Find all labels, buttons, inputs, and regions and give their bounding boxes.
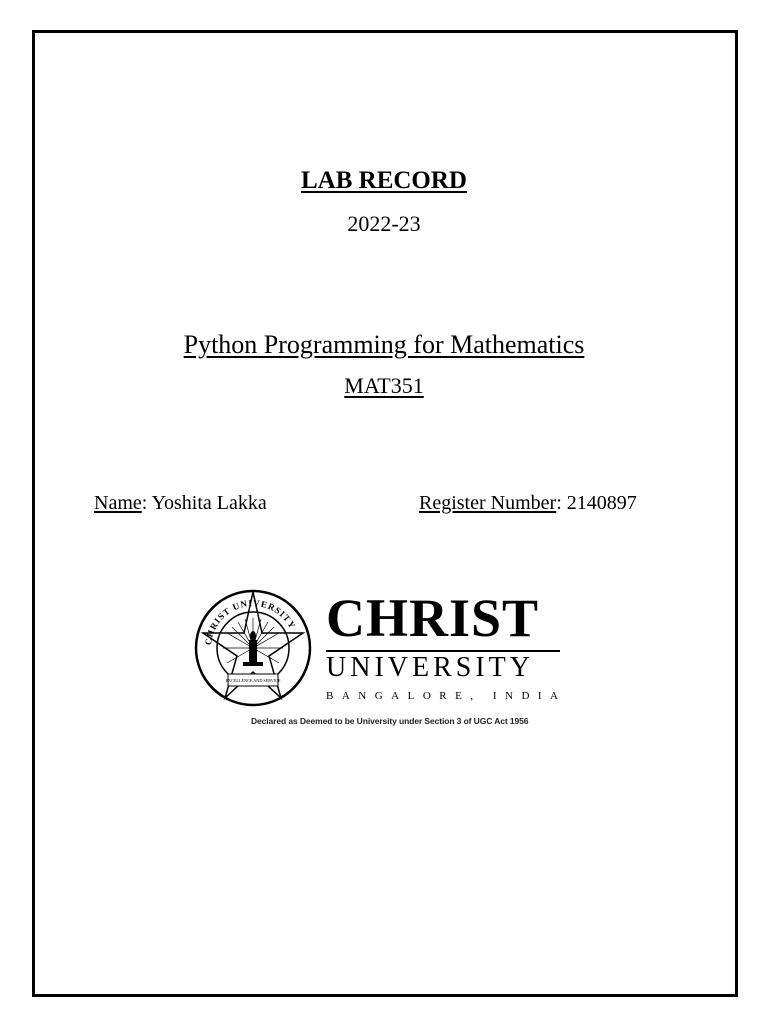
seal-motto: EXCELLENCE AND SERVICE (225, 678, 281, 683)
course-name: Python Programming for Mathematics (183, 330, 585, 359)
register-label: Register Number (419, 492, 557, 514)
logo-location: BANGALORE, INDIA (326, 690, 567, 702)
university-seal-icon (193, 588, 313, 708)
register-value: : 2140897 (556, 492, 637, 514)
logo-subtitle: UNIVERSITY (326, 652, 534, 683)
register-number (419, 492, 637, 515)
seal-text-top: CHRIST UNIVERSITY (203, 597, 298, 646)
name-label: Name (94, 492, 142, 514)
logo-wordmark: CHRIST (326, 588, 540, 648)
academic-year: 2022-23 (347, 211, 421, 236)
name-value: : Yoshita Lakka (141, 492, 267, 514)
university-logo (193, 588, 573, 738)
course-code: MAT351 (344, 373, 424, 398)
lab-record-title: LAB RECORD (301, 167, 467, 194)
student-name (94, 492, 267, 515)
logo-declaration: Declared as Deemed to be University under Section 3 of UGC Act 1956 (251, 716, 529, 726)
